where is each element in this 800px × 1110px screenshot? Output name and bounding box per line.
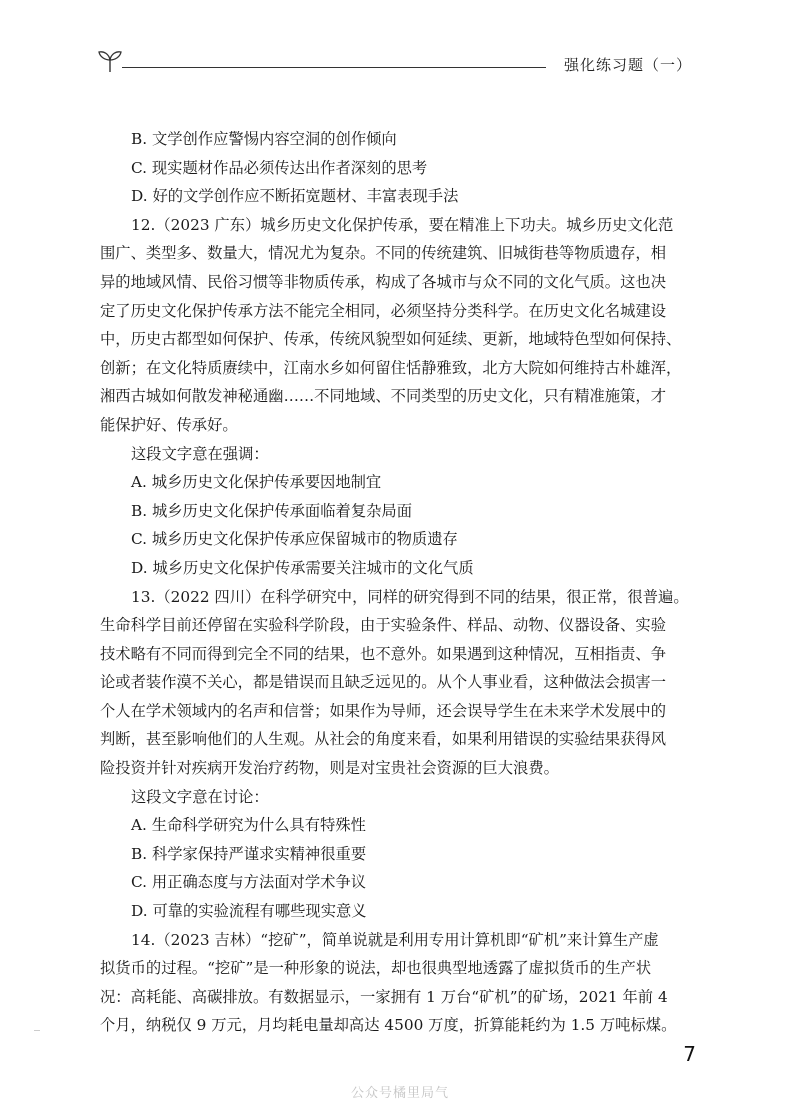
text-line: 拟货币的过程。“挖矿”是一种形象的说法，却也很典型地透露了虚拟货币的生产状 <box>100 959 652 978</box>
text-line: 这段文字意在讨论： <box>131 787 269 806</box>
text-line: 异的地域风情、民俗习惯等非物质传承，构成了各城市与众不同的文化气质。这也决 <box>100 272 666 291</box>
watermark-text: 公众号橘里局气 <box>350 1086 449 1101</box>
page-number: 7 <box>683 1042 696 1066</box>
text-line: 险投资并针对疾病开发治疗药物，则是对宝贵社会资源的巨大浪费。 <box>100 759 559 778</box>
margin-mark <box>34 1030 40 1031</box>
text-line: 生命科学目前还停留在实验科学阶段，由于实验条件、样品、动物、仪器设备、实验 <box>100 616 666 635</box>
text-line: C. 用正确态度与方法面对学术争议 <box>131 873 367 892</box>
text-line: 14.（2023 吉林）“挖矿”，简单说就是利用专用计算机即“矿机”来计算生产虚 <box>131 930 659 949</box>
text-line: B. 城乡历史文化保护传承面临着复杂局面 <box>131 501 413 520</box>
text-line: 13.（2022 四川）在科学研究中，同样的研究得到不同的结果，很正常，很普遍。 <box>131 587 689 606</box>
page-body <box>100 125 697 1040</box>
text-line: B. 文学创作应警惕内容空洞的创作倾向 <box>131 130 397 148</box>
text-line: 定了历史文化保护传承方法不能完全相同，必须坚持分类科学。在历史文化名城建设 <box>100 301 666 320</box>
text-line: A. 生命科学研究为什么具有特殊性 <box>131 816 366 835</box>
text-line: 论或者装作漠不关心，都是错误而且缺乏远见的。从个人事业看，这种做法会损害一 <box>100 673 666 692</box>
text-line: D. 好的文学创作应不断拓宽题材、丰富表现手法 <box>131 187 459 206</box>
text-line: C. 城乡历史文化保护传承应保留城市的物质遗存 <box>131 530 458 549</box>
text-line: 能保护好、传承好。 <box>100 415 238 434</box>
text-line: 技术略有不同而得到完全不同的结果，也不意外。如果遇到这种情况，互相指责、争 <box>100 644 666 663</box>
text-line: 湘西古城如何散发神秘通幽……不同地域、不同类型的历史文化，只有精准施策，才 <box>100 387 666 406</box>
text-line: 围广、类型多、数量大，情况尤为复杂。不同的传统建筑、旧城街巷等物质遗存，相 <box>100 244 666 263</box>
text-line: D. 城乡历史文化保护传承需要关注城市的文化气质 <box>131 558 474 577</box>
text-line: 个月，纳税仅 9 万元，月均耗电量却高达 4500 万度，折算能耗约为 1.5 万吨标煤。 <box>100 1016 677 1035</box>
text-line: 这段文字意在强调： <box>131 444 269 463</box>
text-line: 创新；在文化特质赓续中，江南水乡如何留住恬静雅致，北方大院如何维持古朴雄浑， <box>100 358 682 377</box>
text-line: D. 可靠的实验流程有哪些现实意义 <box>131 902 367 921</box>
text-line: B. 科学家保持严谨求实精神很重要 <box>131 844 367 863</box>
section-title: 强化练习题（一） <box>563 56 692 74</box>
text-line: 12.（2023 广东）城乡历史文化保护传承，要在精准上下功夫。城乡历史文化范 <box>131 215 674 234</box>
text-line: A. 城乡历史文化保护传承要因地制宜 <box>131 473 382 492</box>
text-line: 个人在学术领域内的名声和信誉；如果作为导师，还会误导学生在未来学术发展中的 <box>100 701 666 720</box>
page-header <box>96 44 696 84</box>
text-line: 判断，甚至影响他们的人生观。从社会的角度来看，如果利用错误的实验结果获得风 <box>100 730 666 749</box>
sprout-icon <box>96 48 124 74</box>
header-rule <box>122 67 546 68</box>
text-line: 况：高耗能、高碳排放。有数据显示，一家拥有 1 万台“矿机”的矿场，2021 年前 4 <box>100 987 668 1006</box>
text-line: 中，历史古都型如何保护、传承，传统风貌型如何延续、更新，地域特色型如何保持、 <box>100 330 682 349</box>
text-line: C. 现实题材作品必须传达出作者深刻的思考 <box>131 158 428 177</box>
